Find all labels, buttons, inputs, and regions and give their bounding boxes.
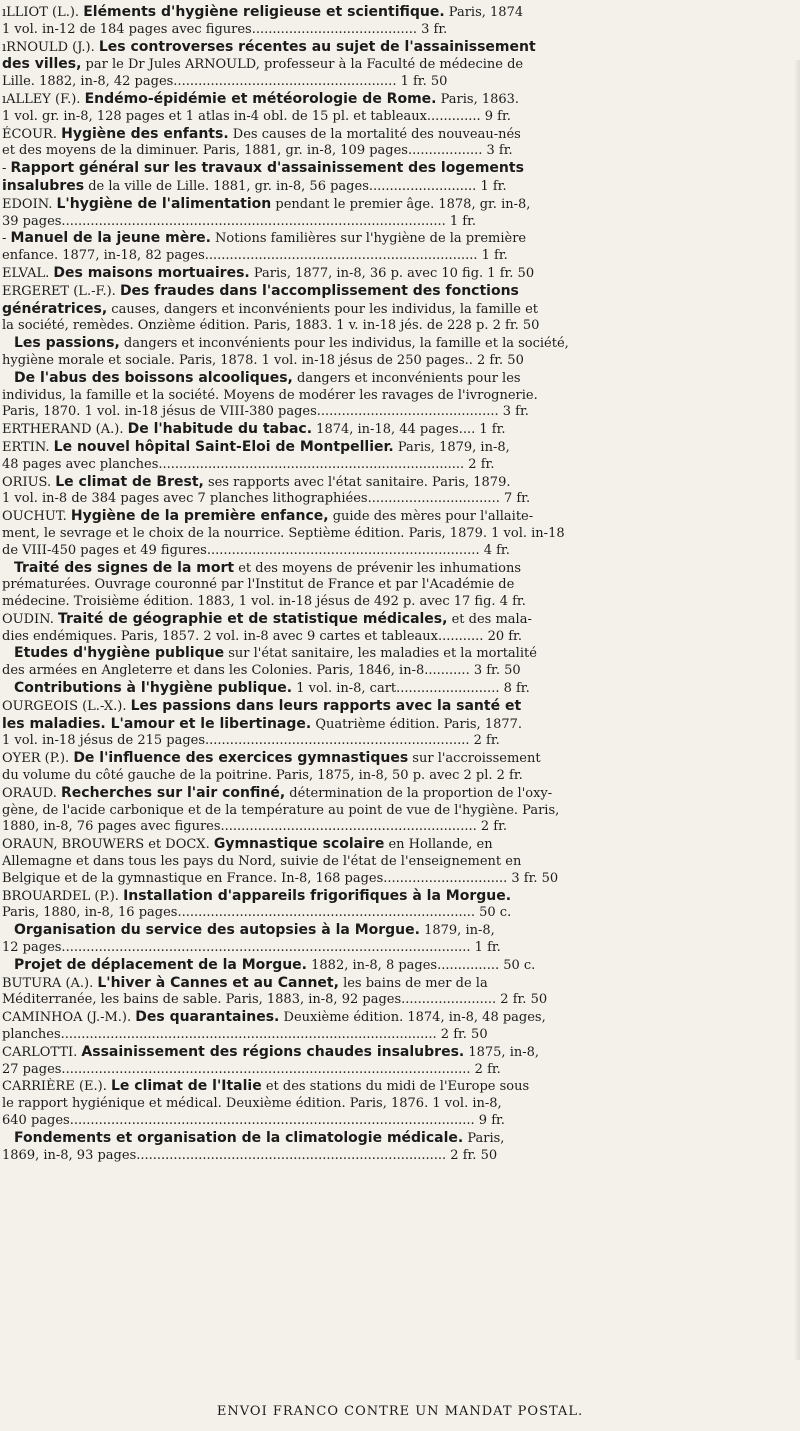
- entry-title: De l'abus des boissons alcooliques,: [14, 369, 293, 386]
- entry-details: Paris, 1870. 1 vol. in-18 jésus de VIII-380 pages............................................ 3 fr.: [2, 404, 529, 420]
- entry-title: Le climat de l'Italie: [110, 1078, 262, 1095]
- entry-author: ıLLIOT (L.).: [2, 5, 84, 20]
- entry-details: hygiène morale et sociale. Paris, 1878. 1 vol. in-18 jésus de 250 pages.. 2 fr. 50: [2, 352, 524, 368]
- entry-line: [2, 388, 786, 405]
- entry-line: [2, 39, 786, 57]
- entry-author: EDOIN.: [2, 196, 57, 212]
- entry-details: prématurées. Ouvrage couronné par l'Institut de France et par l'Académie de: [2, 577, 515, 593]
- entry-title: des villes,: [2, 56, 82, 73]
- entry-details: Paris, 1880, in-8, 16 pages........................................................................ 50 c.: [2, 905, 512, 921]
- entry-details: Quatrième édition. Paris, 1877.: [311, 716, 523, 732]
- catalog-entry: [2, 888, 786, 923]
- entry-details: 640 pages.................................................................................................. 9 fr.: [2, 1113, 505, 1128]
- entry-details: planches........................................................................................... 2 fr. 50: [2, 1027, 488, 1043]
- entry-line: [2, 491, 786, 508]
- entry-line: [2, 248, 786, 265]
- entry-details: Des causes de la mortalité des nouveau-nés: [228, 126, 521, 142]
- entry-author: ORAUN, BROUWERS et DOCX.: [2, 837, 214, 853]
- catalog-entry: [2, 370, 786, 421]
- entry-author: OUDIN.: [2, 611, 58, 627]
- catalog-entry: [2, 1130, 786, 1165]
- entry-line: [2, 1044, 786, 1062]
- catalog-entry: [2, 474, 786, 509]
- entry-line: [2, 680, 786, 698]
- entry-line: [2, 439, 786, 457]
- entry-details: 1 vol. in-18 jésus de 215 pages................................................................ 2 fr.: [2, 733, 500, 749]
- entry-details: 1 vol. in-8, cart......................... 8 fr.: [292, 681, 530, 697]
- entry-details: sur l'état sanitaire, les maladies et la mortalité: [224, 646, 537, 662]
- entry-details: 12 pages................................................................................................... 1 fr.: [2, 940, 501, 956]
- entry-line: [2, 404, 786, 421]
- entry-author: ıRNOULD (J.).: [2, 39, 99, 55]
- entry-author: ORIUS.: [2, 474, 56, 490]
- catalog-entry: [2, 698, 786, 750]
- entry-line: [2, 353, 786, 370]
- entry-line: [2, 577, 786, 594]
- entry-details: de la ville de Lille. 1881, gr. in-8, 56 pages.......................... 1 fr.: [84, 178, 507, 194]
- entry-line: [2, 1148, 786, 1165]
- entry-details: 1874, in-18, 44 pages.... 1 fr.: [312, 422, 506, 438]
- entry-author: -: [2, 161, 11, 177]
- catalog-entry: [2, 126, 786, 161]
- entry-author: BROUARDEL (P.).: [2, 888, 124, 904]
- entry-author: ELVAL.: [2, 265, 54, 281]
- entry-line: [2, 22, 786, 39]
- entry-line: [2, 196, 786, 214]
- catalog-entry: [2, 1009, 786, 1044]
- entry-author: OUCHUT.: [2, 509, 71, 525]
- entry-title: Le climat de Brest,: [55, 473, 204, 490]
- entry-author: CAMINHOA (J.-M.).: [2, 1010, 136, 1026]
- entry-title: Les passions dans leurs rapports avec la santé et: [130, 697, 522, 714]
- catalog-entry: [2, 785, 786, 836]
- entry-details: Lille. 1882, in-8, 42 pages...................................................... 1 fr. 50: [2, 74, 448, 90]
- entry-details: Deuxième édition. 1874, in-8, 48 pages,: [279, 1010, 546, 1026]
- entry-line: [2, 611, 786, 629]
- entry-details: la société, remèdes. Onzième édition. Paris, 1883. 1 v. in-18 jés. de 228 p. 2 fr. 50: [2, 318, 540, 334]
- catalog-entry: [2, 335, 786, 370]
- catalog-entry: [2, 1078, 786, 1129]
- entry-title: Traité de géographie et de statistique médicales,: [57, 610, 448, 627]
- entry-title: Rapport général sur les travaux d'assainissement des logements: [10, 160, 524, 177]
- entry-line: [2, 56, 786, 74]
- entry-line: [2, 508, 786, 526]
- page-edge-shadow: [794, 60, 800, 1360]
- entry-details: Paris, 1863.: [436, 91, 520, 107]
- entry-title: Des quarantaines.: [135, 1009, 280, 1026]
- catalog-entry: [2, 160, 786, 196]
- entry-details: 27 pages................................................................................................... 2 fr.: [2, 1061, 501, 1077]
- entry-details: 39 pages............................................................................................. 1 fr.: [2, 213, 477, 229]
- entry-details: 1 vol. gr. in-8, 128 pages et 1 atlas in-4 obl. de 15 pl. et tableaux............. 9 fr.: [2, 108, 511, 124]
- entry-details: les bains de mer de la: [338, 975, 488, 991]
- entry-line: [2, 318, 786, 335]
- catalog-entry: [2, 508, 786, 559]
- entry-line: [2, 975, 786, 993]
- entry-line: [2, 560, 786, 578]
- catalog-entry: [2, 283, 786, 335]
- entry-title: Des fraudes dans l'accomplissement des fonctions: [119, 282, 519, 299]
- catalog-entry: [2, 611, 786, 646]
- entry-details: gène, de l'acide carbonique et de la température au point de vue de l'hygiène. Paris,: [2, 802, 560, 818]
- entry-line: [2, 109, 786, 126]
- entry-details: enfance. 1877, in-18, 82 pages.................................................................. 1 fr.: [2, 248, 508, 264]
- entry-line: [2, 733, 786, 750]
- entry-details: dangers et inconvénients pour les individus, la famille et la société,: [119, 336, 569, 352]
- entry-line: [2, 1062, 786, 1079]
- entry-line: [2, 143, 786, 160]
- entry-line: [2, 803, 786, 820]
- entry-details: des armées en Angleterre et dans les Colonies. Paris, 1846, in-8........... 3 fr. 50: [2, 663, 521, 679]
- entry-author: BUTURA (A.).: [2, 975, 98, 991]
- entry-line: [2, 74, 786, 91]
- entry-line: [2, 457, 786, 474]
- entry-author: CARRIÈRE (E.).: [2, 1079, 111, 1095]
- entry-details: ses rapports avec l'état sanitaire. Paris, 1879.: [203, 474, 511, 490]
- entry-details: et des moyens de la diminuer. Paris, 1881, gr. in-8, 109 pages.................. 3 fr.: [2, 143, 513, 159]
- catalog-entry: [2, 230, 786, 265]
- entry-details: et des mala-: [447, 611, 532, 627]
- entry-line: [2, 178, 786, 196]
- entry-author: ıALLEY (F.).: [2, 91, 85, 107]
- entry-title: les maladies. L'amour et le libertinage.: [2, 715, 312, 732]
- entry-line: [2, 1113, 786, 1130]
- entry-details: par le Dr Jules ARNOULD, professeur à la Faculté de médecine de: [81, 57, 524, 73]
- entry-details: 1 vol. in-8 de 384 pages avec 7 planches lithographiées................................ 7 fr.: [2, 491, 531, 507]
- footer-notice: ENVOI FRANCO CONTRE UN MANDAT POSTAL.: [216, 1404, 584, 1419]
- entry-title: De l'habitude du tabac.: [127, 421, 313, 438]
- entry-details: 1880, in-8, 76 pages avec figures.............................................................. 2 fr.: [2, 819, 507, 835]
- entry-details: Paris, 1877, in-8, 36 p. avec 10 fig. 1 fr. 50: [249, 265, 535, 281]
- entry-line: [2, 629, 786, 646]
- entry-details: 1 vol. in-12 de 184 pages avec figures........................................ 3 fr.: [2, 21, 448, 37]
- entry-details: 1869, in-8, 93 pages........................................................................... 2 fr. 50: [2, 1147, 498, 1163]
- entry-line: [2, 854, 786, 871]
- entry-details: Paris, 1879, in-8,: [393, 439, 510, 455]
- entry-title: Installation d'appareils frigorifiques à la Morgue.: [123, 887, 512, 904]
- entry-title: Recherches sur l'air confiné,: [61, 784, 286, 801]
- entry-line: [2, 663, 786, 680]
- entry-details: le rapport hygiénique et médical. Deuxième édition. Paris, 1876. 1 vol. in-8,: [2, 1096, 502, 1112]
- entry-title: Etudes d'hygiène publique: [14, 645, 225, 662]
- entry-details: détermination de la proportion de l'oxy-: [285, 785, 553, 801]
- entry-details: dies endémiques. Paris, 1857. 2 vol. in-8 avec 9 cartes et tableaux........... 20 fr.: [2, 628, 522, 644]
- entry-line: [2, 160, 786, 178]
- entry-line: [2, 265, 786, 283]
- catalog-entry: [2, 1044, 786, 1079]
- entry-line: [2, 922, 786, 940]
- entry-details: de VIII-450 pages et 49 figures.................................................................. 4 fr.: [2, 542, 510, 558]
- entry-details: causes, dangers et inconvénients pour les individus, la famille et: [107, 301, 539, 317]
- entry-line: [2, 768, 786, 785]
- catalog-entry: [2, 680, 786, 698]
- entry-line: [2, 750, 786, 768]
- entry-line: [2, 957, 786, 975]
- entry-details: et des moyens de prévenir les inhumations: [234, 560, 522, 576]
- entry-author: OURGEOIS (L.-X.).: [2, 698, 131, 714]
- entry-title: Les controverses récentes au sujet de l'assainissement: [98, 38, 536, 55]
- entry-details: Méditerranée, les bains de sable. Paris, 1883, in-8, 92 pages....................... 2 fr. 50: [2, 992, 548, 1008]
- entry-details: Belgique et de la gymnastique en France. In-8, 168 pages.............................. 3 fr. 50: [2, 870, 559, 886]
- entry-details: du volume du côté gauche de la poitrine. Paris, 1875, in-8, 50 p. avec 2 pl. 2 fr.: [2, 768, 523, 784]
- entry-line: [2, 283, 786, 301]
- entry-author: ERGERET (L.-F.).: [2, 283, 120, 299]
- entry-line: [2, 871, 786, 888]
- entry-title: De l'influence des exercices gymnastiques: [73, 750, 409, 767]
- entry-title: Des maisons mortuaires.: [53, 264, 250, 281]
- entry-author: ERTIN.: [2, 439, 54, 455]
- entry-title: Les passions,: [14, 335, 120, 352]
- entry-details: ment, le sevrage et le choix de la nourrice. Septième édition. Paris, 1879. 1 vol. in-18: [2, 525, 565, 541]
- entry-details: 1879, in-8,: [419, 923, 495, 939]
- entry-details: Allemagne et dans tous les pays du Nord, suivie de l'état de l'enseignement en: [2, 854, 522, 870]
- entry-title: Contributions à l'hygiène publique.: [14, 680, 293, 697]
- entry-line: [2, 1096, 786, 1113]
- entry-details: en Hollande, en: [384, 837, 493, 853]
- entry-line: [2, 1009, 786, 1027]
- entry-title: Endémo-épidémie et météorologie de Rome.: [84, 90, 437, 107]
- entry-title: Organisation du service des autopsies à la Morgue.: [14, 922, 420, 939]
- entry-line: [2, 716, 786, 734]
- catalog-entry: [2, 836, 786, 887]
- entry-line: [2, 1078, 786, 1096]
- entry-details: dangers et inconvénients pour les: [292, 370, 521, 386]
- entry-line: [2, 474, 786, 492]
- catalog-entry: [2, 39, 786, 91]
- catalog-entry: [2, 439, 786, 474]
- entry-title: Manuel de la jeune mère.: [10, 230, 211, 247]
- entry-title: Fondements et organisation de la climatologie médicale.: [14, 1129, 464, 1146]
- entry-author: ORAUD.: [2, 785, 62, 801]
- catalog-entry: [2, 975, 786, 1010]
- entry-line: [2, 785, 786, 803]
- entry-line: [2, 230, 786, 248]
- entry-title: L'hiver à Cannes et au Cannet,: [97, 974, 339, 991]
- entry-line: [2, 543, 786, 560]
- entry-line: [2, 819, 786, 836]
- catalog-entry: [2, 750, 786, 785]
- entry-line: [2, 370, 786, 388]
- entry-line: [2, 940, 786, 957]
- entry-line: [2, 301, 786, 319]
- catalog-entry: [2, 196, 786, 231]
- entry-details: pendant le premier âge. 1878, gr. in-8,: [271, 196, 531, 212]
- entry-title: Projet de déplacement de la Morgue.: [14, 956, 307, 973]
- entry-details: Paris, 1874: [444, 5, 524, 20]
- entry-line: [2, 214, 786, 231]
- entry-line: [2, 992, 786, 1009]
- catalog-entry: [2, 91, 786, 126]
- entry-line: [2, 421, 786, 439]
- catalog-entry: [2, 922, 786, 957]
- entry-line: [2, 905, 786, 922]
- catalog-entries: [2, 4, 786, 1164]
- entry-title: Le nouvel hôpital Saint-Eloi de Montpellier.: [53, 438, 394, 455]
- entry-line: [2, 645, 786, 663]
- entry-author: ÉCOUR.: [2, 126, 62, 142]
- entry-details: Notions familières sur l'hygiène de la première: [210, 231, 527, 247]
- catalog-entry: [2, 957, 786, 975]
- entry-details: et des stations du midi de l'Europe sous: [261, 1079, 530, 1095]
- entry-author: CARLOTTI.: [2, 1044, 82, 1060]
- entry-author: -: [2, 231, 11, 247]
- entry-details: sur l'accroissement: [408, 751, 541, 767]
- entry-line: [2, 1027, 786, 1044]
- catalog-entry: [2, 4, 786, 39]
- entry-details: 48 pages avec planches.......................................................................... 2 fr.: [2, 456, 495, 472]
- catalog-entry: [2, 421, 786, 439]
- entry-line: [2, 4, 786, 22]
- entry-line: [2, 526, 786, 543]
- entry-author: ERTHERAND (A.).: [2, 422, 128, 438]
- entry-author: OYER (P.).: [2, 751, 74, 767]
- entry-line: [2, 594, 786, 611]
- entry-title: génératrices,: [2, 300, 108, 317]
- entry-details: individus, la famille et la société. Moyens de modérer les ravages de l'ivrognerie.: [2, 387, 538, 403]
- entry-title: L'hygiène de l'alimentation: [56, 195, 272, 212]
- entry-line: [2, 888, 786, 906]
- entry-line: [2, 698, 786, 716]
- entry-title: Assainissement des régions chaudes insalubres.: [81, 1043, 465, 1060]
- catalog-entry: [2, 560, 786, 611]
- entry-line: [2, 836, 786, 854]
- catalog-entry: [2, 645, 786, 680]
- entry-title: Hygiène des enfants.: [61, 125, 229, 142]
- catalog-entry: [2, 265, 786, 283]
- entry-line: [2, 91, 786, 109]
- entry-title: Gymnastique scolaire: [213, 836, 385, 853]
- entry-line: [2, 335, 786, 353]
- entry-details: guide des mères pour l'allaite-: [328, 509, 534, 525]
- entry-details: Paris,: [463, 1130, 505, 1146]
- entry-title: Hygiène de la première enfance,: [70, 508, 329, 525]
- entry-details: 1882, in-8, 8 pages............... 50 c.: [307, 957, 536, 973]
- entry-title: insalubres: [2, 177, 85, 194]
- entry-title: Traité des signes de la mort: [14, 559, 235, 576]
- entry-line: [2, 1130, 786, 1148]
- entry-details: 1875, in-8,: [464, 1044, 540, 1060]
- entry-line: [2, 126, 786, 144]
- entry-details: médecine. Troisième édition. 1883, 1 vol. in-18 jésus de 492 p. avec 17 fig. 4 fr.: [2, 594, 526, 610]
- entry-title: Eléments d'hygiène religieuse et scientifique.: [83, 4, 445, 20]
